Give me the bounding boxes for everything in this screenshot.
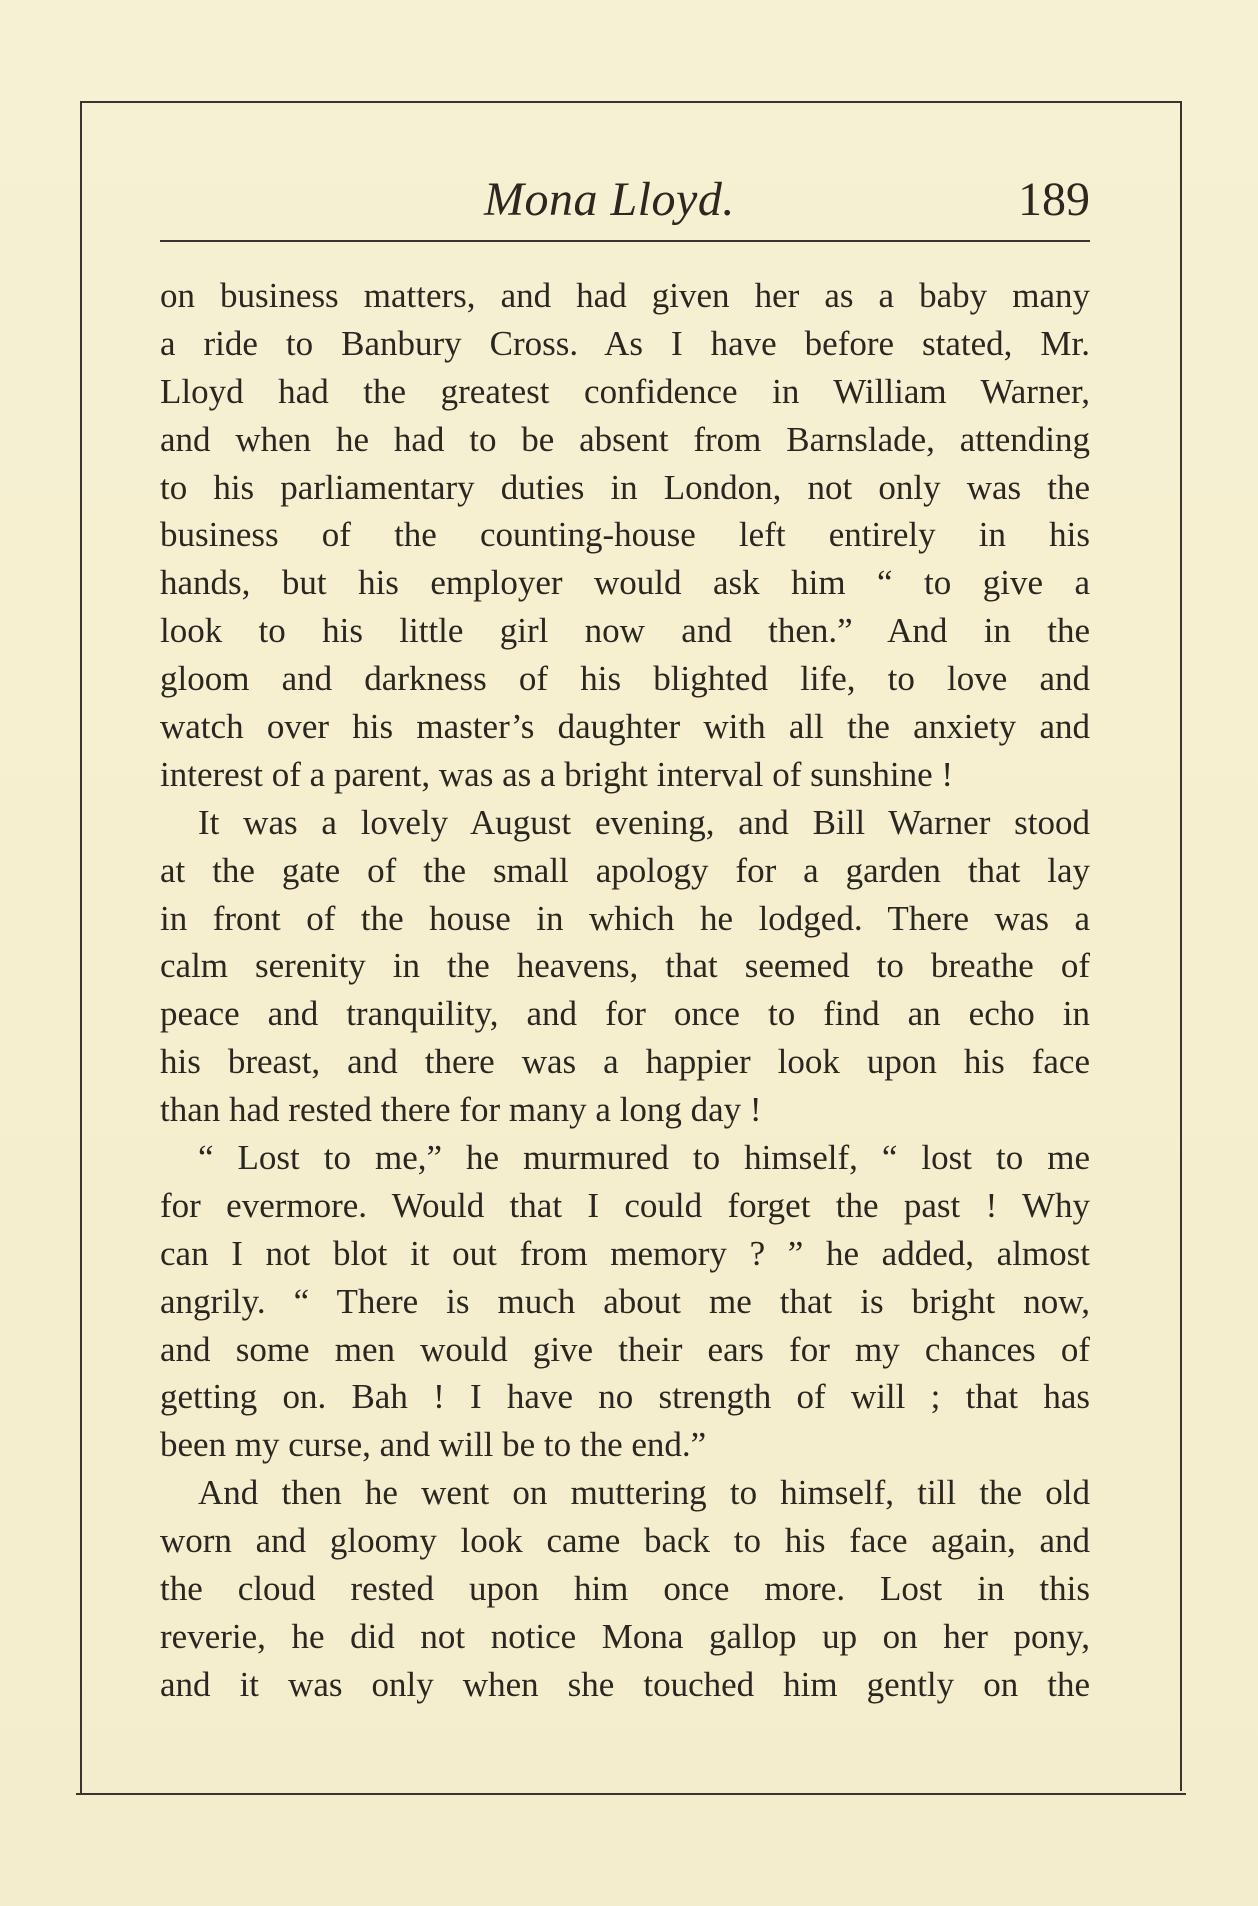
text-line: Lloyd had the greatest confidence in William Warner, bbox=[160, 371, 1090, 411]
text-line: peace and tranquility, and for once to find an echo in bbox=[160, 994, 1090, 1034]
text-line: the cloud rested upon him once more. Lost in this bbox=[160, 1569, 1090, 1609]
text-line: and it was only when she touched him gently on the bbox=[160, 1664, 1090, 1704]
text-line: been my curse, and will be to the end.” bbox=[160, 1425, 707, 1465]
running-title: Mona Lloyd. bbox=[484, 173, 735, 226]
text-line: “ Lost to me,” he murmured to himself, “ lost to me bbox=[198, 1138, 1090, 1178]
frame-right-rule bbox=[1180, 101, 1182, 1791]
text-line: getting on. Bah ! I have no strength of will ; that has bbox=[160, 1377, 1090, 1417]
text-line: and when he had to be absent from Barnslade, attending bbox=[160, 419, 1090, 459]
text-line: at the gate of the small apology for a garden that lay bbox=[160, 850, 1090, 890]
text-line: than had rested there for many a long day ! bbox=[160, 1090, 762, 1130]
text-line: look to his little girl now and then.” And in the bbox=[160, 611, 1090, 651]
text-line: on business matters, and had given her as a baby many bbox=[160, 276, 1090, 315]
text-line: watch over his master’s daughter with all the anxiety and bbox=[160, 707, 1090, 747]
frame-left-rule bbox=[80, 101, 82, 1795]
text-line: calm serenity in the heavens, that seemed to breathe of bbox=[160, 946, 1090, 986]
text-line: gloom and darkness of his blighted life, to love and bbox=[160, 659, 1090, 699]
text-line: business of the counting-house left entirely in his bbox=[160, 515, 1090, 555]
frame-bottom-rule bbox=[76, 1793, 1186, 1795]
frame-top-rule bbox=[80, 101, 1182, 103]
running-head bbox=[160, 172, 1090, 232]
text-line: to his parliamentary duties in London, not only was the bbox=[160, 467, 1090, 507]
text-line: worn and gloomy look came back to his face again, and bbox=[160, 1521, 1090, 1561]
body-text bbox=[160, 272, 1090, 1709]
text-line: a ride to Banbury Cross. As I have before stated, Mr. bbox=[160, 323, 1090, 363]
text-line: reverie, he did not notice Mona gallop up on her pony, bbox=[160, 1616, 1090, 1656]
page-number: 189 bbox=[1018, 173, 1090, 226]
header-rule bbox=[160, 240, 1090, 242]
text-line: in front of the house in which he lodged. There was a bbox=[160, 898, 1090, 938]
text-line: angrily. “ There is much about me that is bright now, bbox=[160, 1281, 1090, 1321]
text-line: and some men would give their ears for my chances of bbox=[160, 1329, 1090, 1369]
text-line: And then he went on muttering to himself, till the old bbox=[198, 1473, 1090, 1513]
text-line: his breast, and there was a happier look upon his face bbox=[160, 1042, 1090, 1082]
text-line: interest of a parent, was as a bright interval of sunshine ! bbox=[160, 754, 954, 794]
text-line: can I not blot it out from memory ? ” he added, almost bbox=[160, 1233, 1090, 1273]
text-line: It was a lovely August evening, and Bill Warner stood bbox=[198, 802, 1090, 842]
text-line: hands, but his employer would ask him “ to give a bbox=[160, 563, 1090, 603]
text-line: for evermore. Would that I could forget the past ! Why bbox=[160, 1185, 1090, 1225]
